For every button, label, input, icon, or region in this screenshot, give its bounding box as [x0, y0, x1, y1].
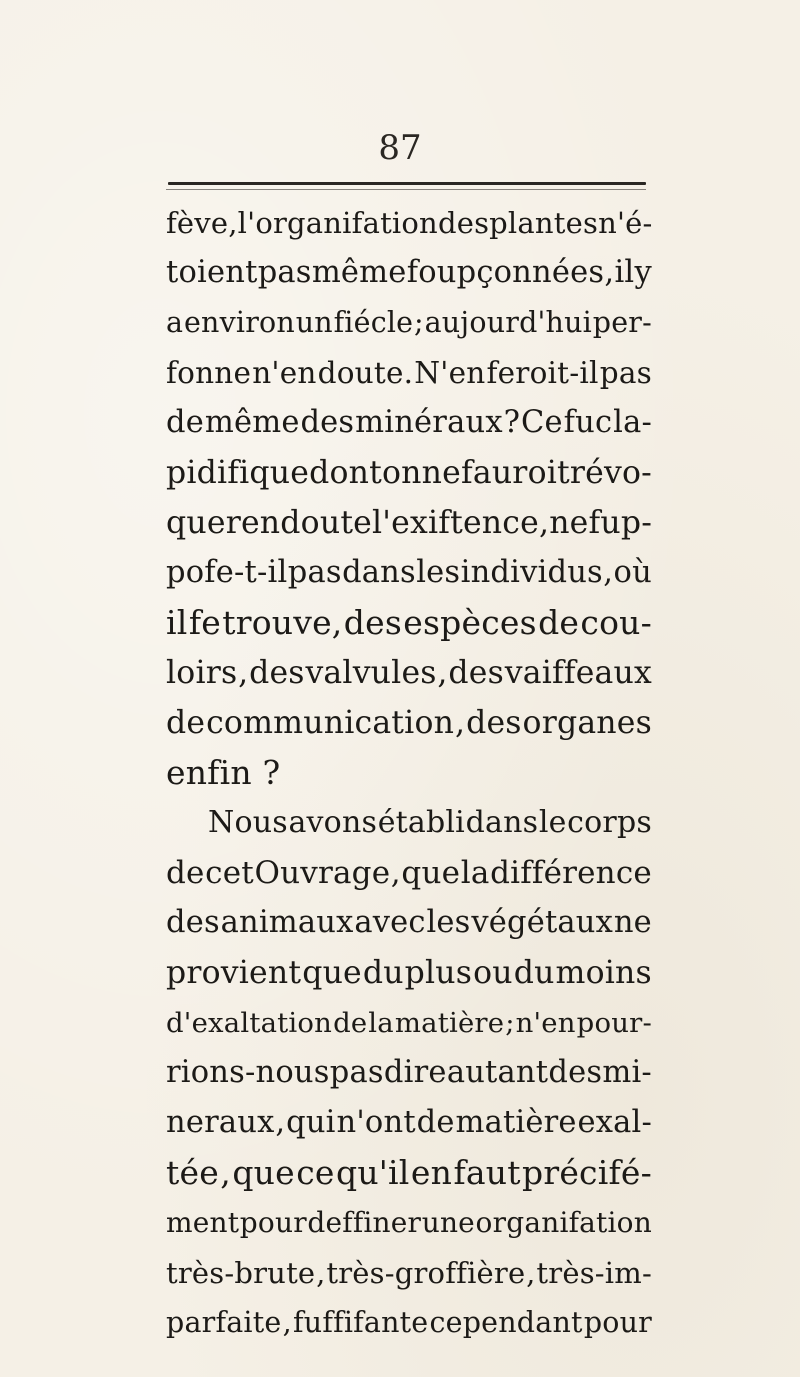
text-line: parfaite , fuffifante cependant pour — [166, 1306, 652, 1339]
text-line: des animaux avec les végétaux ne — [166, 905, 652, 940]
text-line: ment pour deffiner une organifation — [166, 1206, 652, 1239]
header-rule — [168, 182, 646, 185]
text-line: fonne n'en doute. N'en feroit-il pas — [166, 356, 652, 390]
text-line: de communication , des organes — [166, 705, 652, 741]
text-line: pofe-t-il pas dans les individus , où — [166, 555, 652, 590]
text-line: il fe trouve, des espèces de cou- — [166, 603, 652, 642]
text-line: quer en doute l'exiftence , ne fup- — [166, 505, 653, 541]
text-line: neraux , qui n'ont de matière exal- — [166, 1105, 652, 1140]
text-line: de cet Ouvrage , que la différence — [166, 855, 652, 891]
text-line: provient que du plus ou du moins — [166, 955, 652, 991]
text-line: Nous avons établi dans le corps — [208, 805, 652, 840]
text-line: fève , l'organifation des plantes n'é- — [166, 206, 653, 240]
text-line: de même des minéraux ? Ce fuc la- — [166, 405, 652, 440]
text-line: toient pas même foupçonnées , il y — [166, 255, 652, 290]
text-line: tée , que ce qu'il en faut précifé- — [166, 1153, 652, 1192]
page-number: 87 — [378, 128, 422, 168]
header-rule-thin — [166, 189, 646, 190]
text-line: a environ un fiécle ; aujourd'hui per- — [166, 306, 652, 339]
body-text — [166, 198, 652, 1348]
text-line: pidifique dont on ne fauroit révo- — [166, 455, 652, 491]
text-line: rions-nous pas dire autant des mi- — [166, 1055, 652, 1090]
text-line: loirs , des valvules , des vaiffeaux — [166, 655, 652, 691]
text-line: très-brute , très-groffière , très-im- — [166, 1256, 652, 1290]
text-line: enfin ? — [166, 753, 281, 792]
text-line: d'exaltation de la matière ; n'en pour- — [166, 1007, 652, 1039]
